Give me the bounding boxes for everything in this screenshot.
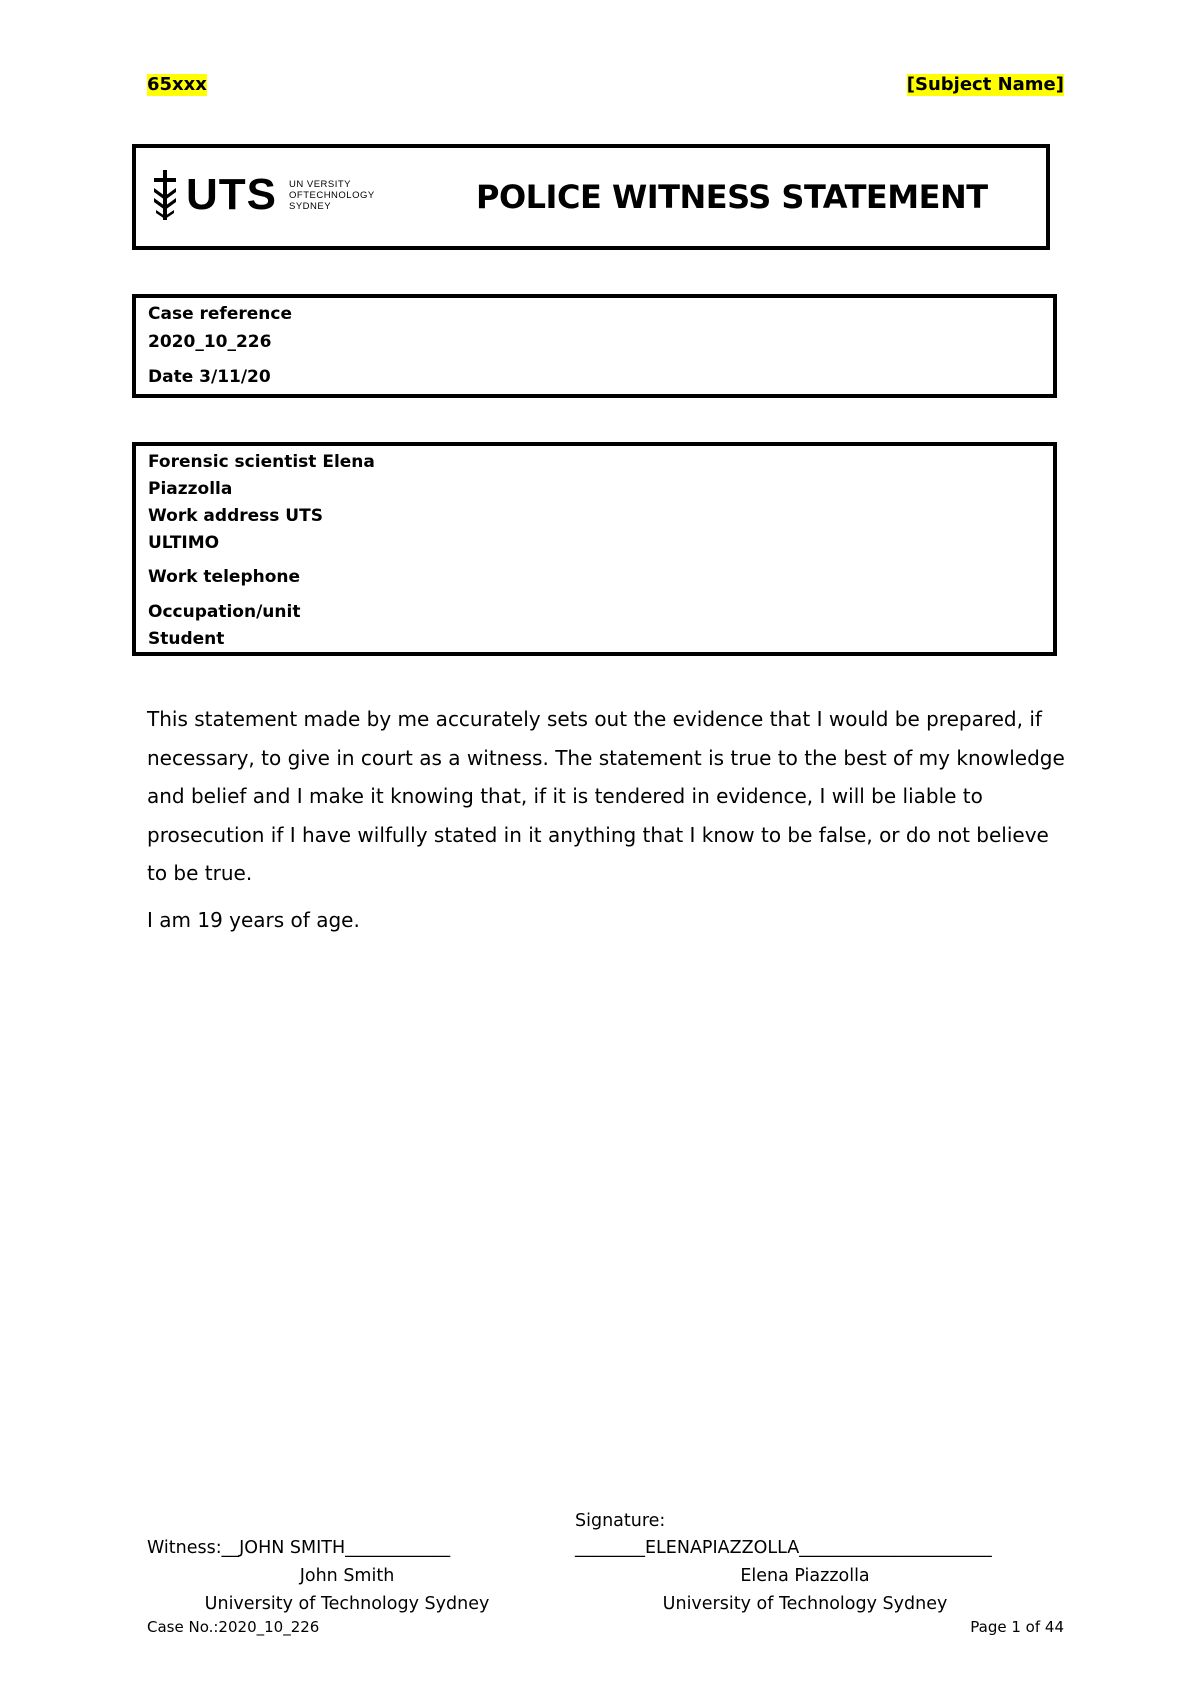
uts-logo [152,170,375,220]
witness-declaration: This statement made by me accurately sets out the evidence that I would be prepared, if necessary, to give in court as a witness. The statement is true to the best of my knowledge and belief and I make it knowing that, if it is tendered in evidence, I will be liable to prosecution if I have wilfully stated in it anything that I know to be false, or do not believe to be true. [147,707,1065,885]
logo-wordmark: UTS [186,170,277,219]
case-reference-value: 2020_10_226 [148,332,272,352]
occupation-name-line: Forensic scientist Elena [148,452,375,472]
footer-case-number: Case No.:2020_10_226 [147,1618,320,1636]
witness-line: Witness:__JOHN SMITH____________ [147,1538,451,1558]
work-telephone: Work telephone [148,567,301,587]
occupation-unit-label: Occupation/unit [148,602,301,622]
work-address-line: ULTIMO [148,533,220,553]
header-left-tag: 65xxx [147,74,207,95]
witness-identity-box [132,442,1057,656]
signature-line: ________ELENAPIAZZOLLA______________________ [575,1538,992,1558]
signer-name: Elena Piazzolla [740,1566,870,1586]
case-date: Date 3/11/20 [148,367,271,387]
witness-age: I am 19 years of age. [147,908,360,932]
witness-organisation: University of Technology Sydney [204,1594,490,1614]
witness-name: John Smith [299,1566,395,1586]
case-info-box [132,294,1057,398]
logo-sub-line: OFTECHNOLOGY [289,189,375,201]
logo-sub-line: SYDNEY [289,200,332,212]
uts-crest-icon [152,170,178,220]
work-address-line: Work address UTS [148,506,323,526]
signer-organisation: University of Technology Sydney [662,1594,948,1614]
footer-page-number: Page 1 of 44 [970,1618,1064,1636]
logo-sub-line: UN VERSITY [289,178,352,190]
signature-label: Signature: [575,1511,666,1531]
occupation-unit-value: Student [148,629,225,649]
occupation-name-line: Piazzolla [148,479,233,499]
logo-subtitle [289,179,375,212]
header-right-tag: [Subject Name] [906,74,1064,95]
case-reference-label: Case reference [148,304,292,324]
title-block [132,144,1050,250]
document-title: POLICE WITNESS STATEMENT [476,178,988,216]
